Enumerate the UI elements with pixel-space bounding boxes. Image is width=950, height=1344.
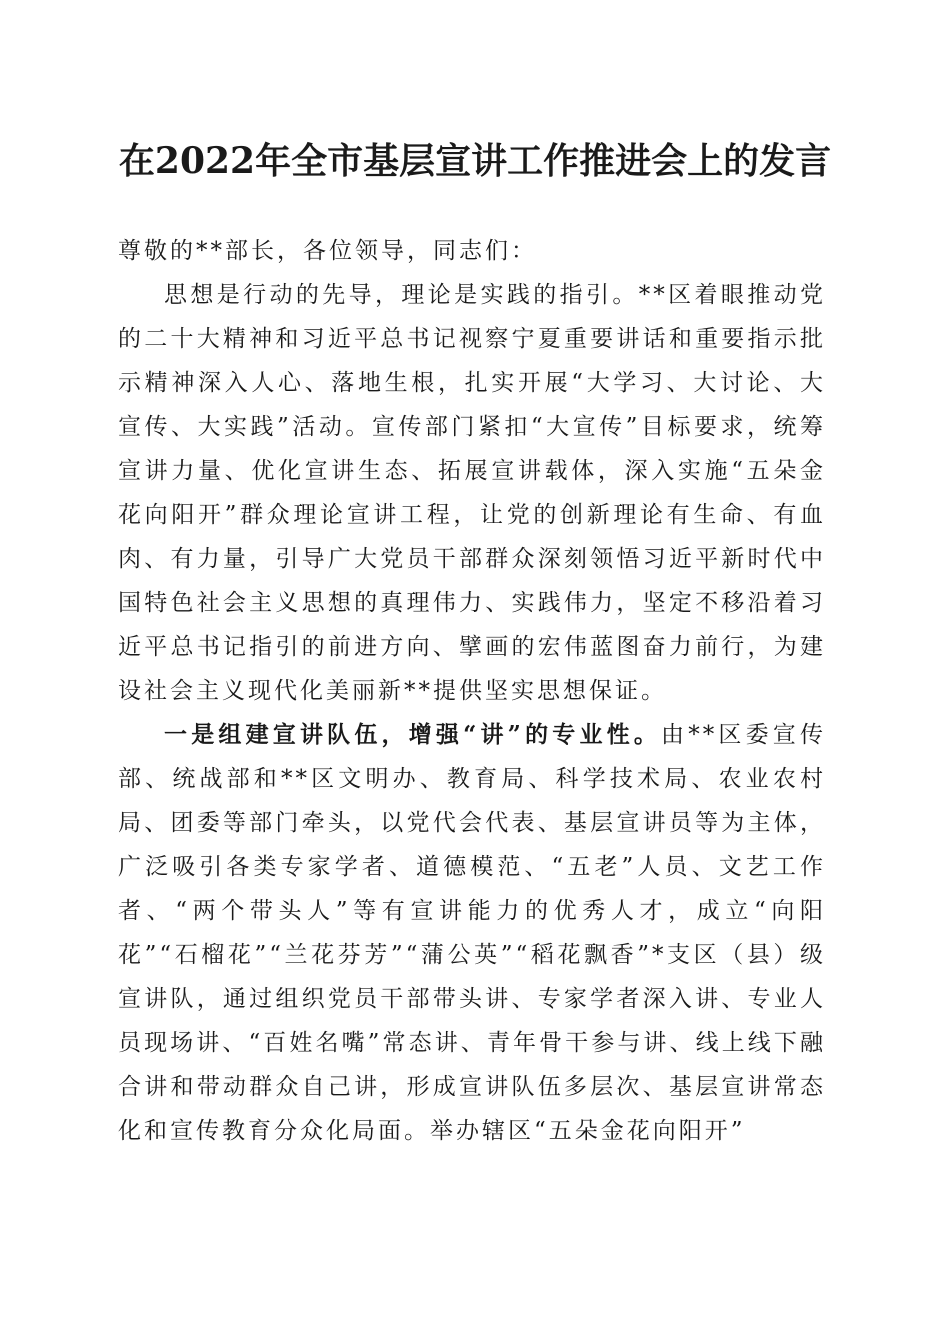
paragraph-point-one xyxy=(118,713,826,1153)
paragraph-text: 由**区委宣传部、统战部和**区文明办、教育局、科学技术局、农业农村局、团委等部门牵头，以党代会代表、基层宣讲员等为主体，广泛吸引各类专家学者、道德模范、“五老”人员、文艺工作者、“两个带头人”等有宣讲能力的优秀人才，成立“向阳花”“石榴花”“兰花芬芳”“蒲公英”“稻花飘香”*支区（县）级宣讲队，通过组织党员干部带头讲、专家学者深入讲、专业人员现场讲、“百姓名嘴”常态讲、青年骨干参与讲、线上线下融合讲和带动群众自己讲，形成宣讲队伍多层次、基层宣讲常态化和宣传教育分众化局面。举办辖区“五朵金花向阳开” xyxy=(118,722,826,1144)
salutation: 尊敬的**部长，各位领导，同志们： xyxy=(118,238,537,264)
paragraph-lead: 一是组建宣讲队伍，增强“讲”的专业性。 xyxy=(164,721,662,748)
document-body xyxy=(118,229,826,1153)
document-title: 在2022年全市基层宣讲工作推进会上的发言 xyxy=(118,140,832,182)
paragraph-intro xyxy=(118,273,826,713)
paragraph-text: 思想是行动的先导，理论是实践的指引。**区着眼推动党的二十大精神和习近平总书记视察宁夏重要讲话和重要指示批示精神深入人心、落地生根，扎实开展“大学习、大讨论、大宣传、大实践”活动。宣传部门紧扣“大宣传”目标要求，统筹宣讲力量、优化宣讲生态、拓展宣讲载体，深入实施“五朵金花向阳开”群众理论宣讲工程，让党的创新理论有生命、有血肉、有力量，引导广大党员干部群众深刻领悟习近平新时代中国特色社会主义思想的真理伟力、实践伟力，坚定不移沿着习近平总书记指引的前进方向、擘画的宏伟蓝图奋力前行，为建设社会主义现代化美丽新**提供坚实思想保证。 xyxy=(118,282,826,704)
